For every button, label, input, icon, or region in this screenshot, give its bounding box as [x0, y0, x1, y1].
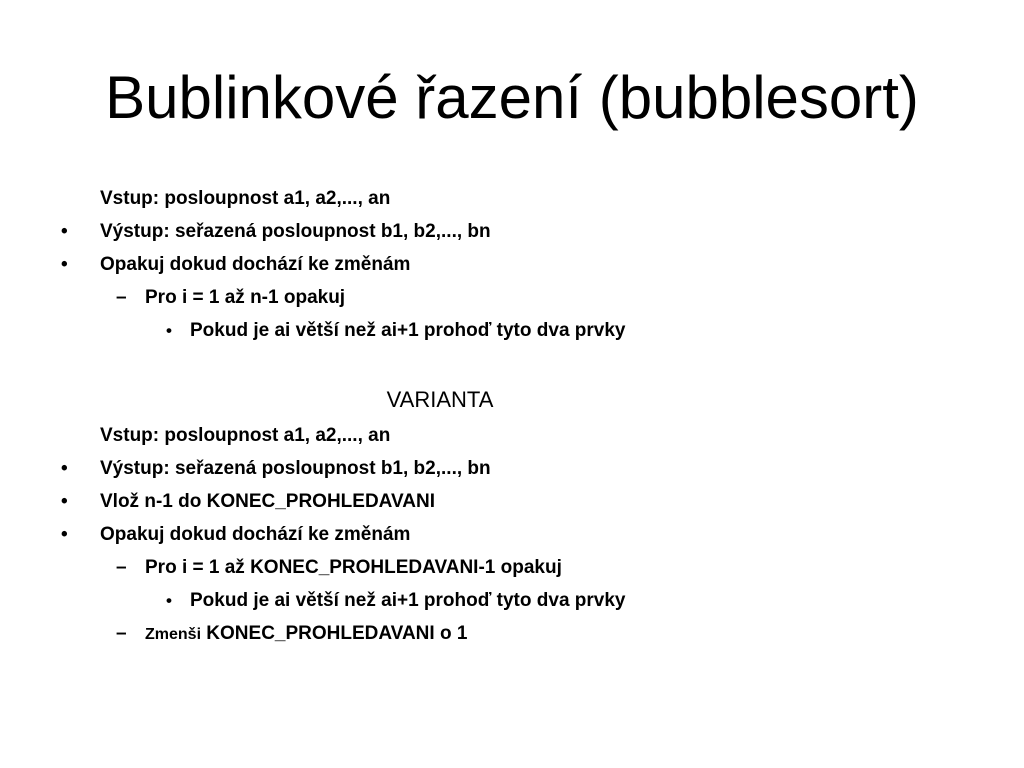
output-line: Výstup: seřazená posloupnost b1, b2,..., bn	[100, 458, 491, 479]
repeat-line: Opakuj dokud dochází ke změnám	[100, 524, 411, 545]
swap-line: Pokud je ai větší než ai+1 prohoď tyto dva prvky	[190, 590, 626, 611]
bullet-marker: •	[61, 524, 68, 545]
dash-marker: –	[116, 287, 127, 308]
bullet-marker: •	[61, 458, 68, 479]
dash-marker: –	[116, 623, 127, 644]
input-line: Vstup: posloupnost a1, a2,..., an	[100, 425, 391, 446]
decrease-word: Zmenši	[145, 626, 202, 643]
bullet-marker: •	[61, 254, 68, 275]
swap-line: Pokud je ai větší než ai+1 prohoď tyto dva prvky	[190, 320, 626, 341]
repeat-line: Opakuj dokud dochází ke změnám	[100, 254, 411, 275]
bullet-marker: •	[166, 321, 172, 340]
for-loop-line: Pro i = 1 až KONEC_PROHLEDAVANI-1 opakuj	[145, 557, 562, 578]
slide-title: Bublinkové řazení (bubblesort)	[105, 64, 919, 131]
insert-line: Vlož n-1 do KONEC_PROHLEDAVANI	[100, 491, 435, 512]
variant-heading: VARIANTA	[386, 387, 494, 412]
bullet-marker: •	[61, 491, 68, 512]
output-line: Výstup: seřazená posloupnost b1, b2,..., bn	[100, 221, 491, 242]
for-loop-line: Pro i = 1 až n-1 opakuj	[145, 287, 346, 308]
decrease-rest: KONEC_PROHLEDAVANI o 1	[201, 623, 468, 644]
bullet-marker: •	[61, 221, 68, 242]
decrease-line	[145, 622, 467, 647]
dash-marker: –	[116, 557, 127, 578]
input-line: Vstup: posloupnost a1, a2,..., an	[100, 188, 391, 209]
bullet-marker: •	[166, 591, 172, 610]
